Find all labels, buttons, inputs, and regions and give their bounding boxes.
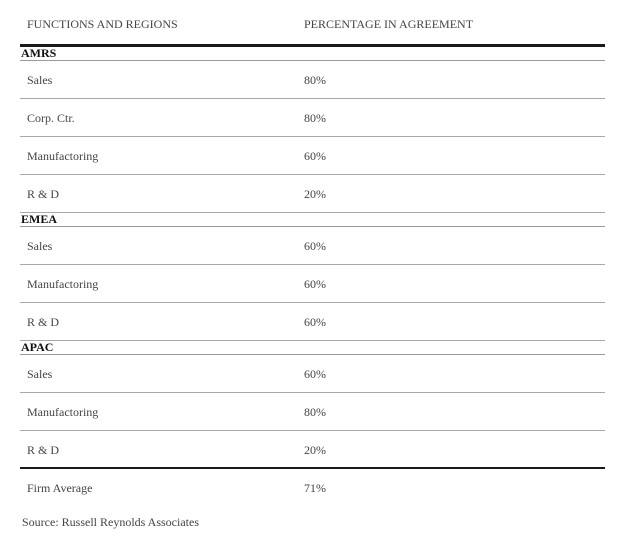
table-row — [20, 303, 605, 341]
value-cell: 60% — [304, 277, 326, 291]
header-functions-regions: FUNCTIONS AND REGIONS — [27, 17, 178, 31]
function-cell: Sales — [27, 239, 53, 253]
function-cell: Corp. Ctr. — [27, 111, 75, 125]
region-heading-emea: EMEA — [20, 213, 605, 227]
table-row — [20, 431, 605, 469]
region-heading-amrs: AMRS — [20, 47, 605, 61]
table-header — [20, 0, 605, 47]
table-row — [20, 99, 605, 137]
region-heading-apac: APAC — [20, 341, 605, 355]
agreement-table — [20, 0, 605, 506]
value-cell: 60% — [304, 367, 326, 381]
table-row — [20, 355, 605, 393]
function-cell: Manufactoring — [27, 149, 99, 163]
value-cell: 60% — [304, 315, 326, 329]
table-row — [20, 227, 605, 265]
table-row — [20, 61, 605, 99]
value-cell: 80% — [304, 111, 326, 125]
value-cell: 80% — [304, 73, 326, 87]
function-cell: Manufactoring — [27, 405, 99, 419]
table-row — [20, 393, 605, 431]
function-cell: Sales — [27, 367, 53, 381]
source-note: Source: Russell Reynolds Associates — [22, 515, 199, 529]
function-cell: Firm Average — [27, 481, 93, 495]
firm-average-row — [20, 469, 605, 506]
value-cell: 60% — [304, 149, 326, 163]
value-cell: 60% — [304, 239, 326, 253]
function-cell: R & D — [27, 187, 60, 201]
value-cell: 20% — [304, 443, 326, 457]
value-cell: 80% — [304, 405, 326, 419]
table-row — [20, 175, 605, 213]
value-cell: 71% — [304, 481, 326, 495]
value-cell: 20% — [304, 187, 326, 201]
table-row — [20, 137, 605, 175]
function-cell: Sales — [27, 73, 53, 87]
header-percentage: PERCENTAGE IN AGREEMENT — [304, 17, 474, 31]
table-row — [20, 265, 605, 303]
function-cell: Manufactoring — [27, 277, 99, 291]
function-cell: R & D — [27, 443, 60, 457]
function-cell: R & D — [27, 315, 60, 329]
